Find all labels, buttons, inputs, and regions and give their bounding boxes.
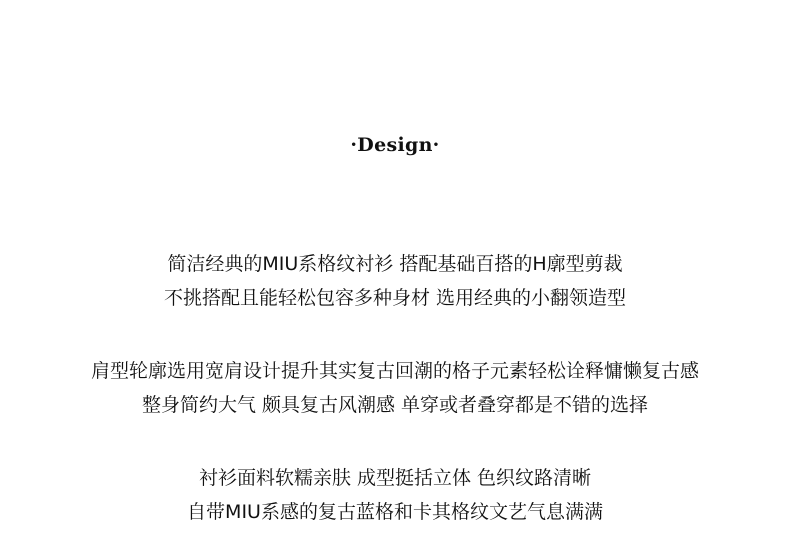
text-line: 自带MIU系感的复古蓝格和卡其格纹文艺气息满满 bbox=[187, 501, 603, 523]
section-heading: ·Design· bbox=[350, 134, 440, 156]
description-paragraph-2 bbox=[0, 354, 790, 422]
text-line: 整身简约大气 颇具复古风潮感 单穿或者叠穿都是不错的选择 bbox=[141, 394, 649, 416]
description-paragraph-1 bbox=[0, 247, 790, 315]
text-line: 不挑搭配且能轻松包容多种身材 选用经典的小翻领造型 bbox=[163, 287, 627, 309]
description-paragraph-3 bbox=[0, 461, 790, 529]
text-line: 肩型轮廓选用宽肩设计提升其实复古回潮的格子元素轻松诠释慵懒复古感 bbox=[90, 360, 699, 382]
text-line: 衬衫面料软糯亲肤 成型挺括立体 色织纹路清晰 bbox=[198, 467, 592, 489]
text-line: 简洁经典的MIU系格纹衬衫 搭配基础百搭的H廓型剪裁 bbox=[167, 253, 623, 275]
